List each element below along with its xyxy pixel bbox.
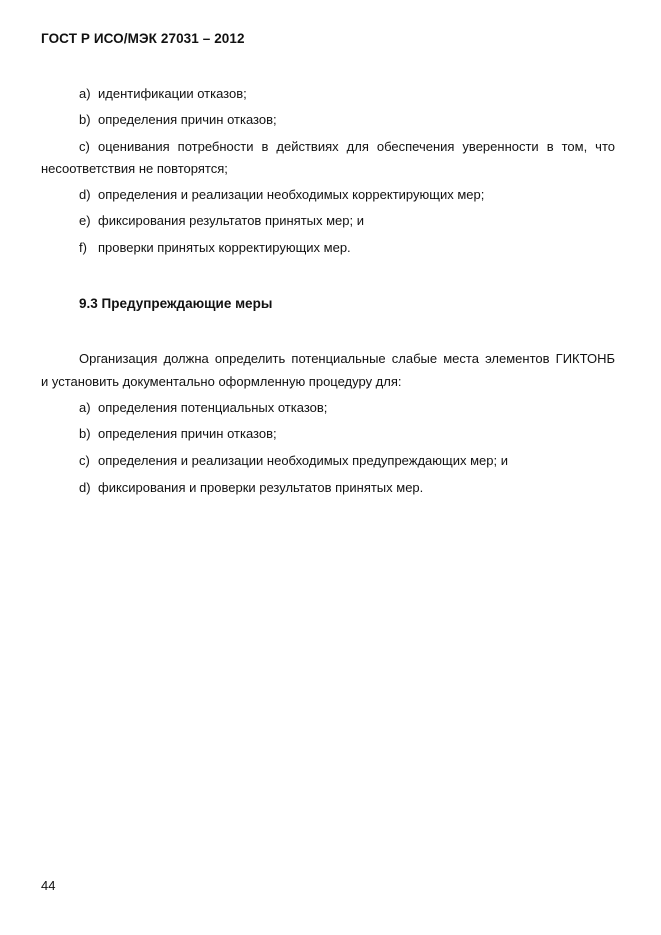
list-item-text: проверки принятых корректирующих мер. — [98, 240, 351, 255]
paragraph-line: Организация должна определить потенциальные слабые места элементов ГИКТОНБ — [79, 351, 615, 366]
list-marker: c) — [79, 453, 90, 468]
list-item-text: фиксирования и проверки результатов принятых мер. — [98, 480, 424, 495]
list-marker: a) — [79, 86, 91, 101]
list-item-text: оценивания потребности в действиях для обеспечения уверенности в том, что — [98, 139, 615, 154]
list-item-text: определения причин отказов; — [98, 426, 277, 441]
list-marker: e) — [79, 213, 91, 228]
list-item — [79, 453, 508, 469]
list-marker: c) — [79, 139, 90, 154]
page-number: 44 — [41, 878, 56, 893]
list-item — [79, 480, 423, 496]
list-marker: d) — [79, 480, 91, 495]
list-item — [79, 86, 247, 102]
list-marker: f) — [79, 240, 87, 255]
list-item — [79, 187, 484, 203]
document-header: ГОСТ Р ИСО/МЭК 27031 – 2012 — [41, 31, 245, 46]
list-marker: b) — [79, 112, 91, 127]
list-marker: d) — [79, 187, 91, 202]
list-item-text: идентификации отказов; — [98, 86, 247, 101]
list-item-continuation: несоответствия не повторятся; — [41, 161, 228, 176]
list-item-text: фиксирования результатов принятых мер; и — [98, 213, 364, 228]
list-item — [79, 112, 277, 128]
list-item-text: определения причин отказов; — [98, 112, 277, 127]
list-item-text: определения потенциальных отказов; — [98, 400, 328, 415]
list-item — [79, 426, 277, 442]
list-item-text: определения и реализации необходимых корректирующих мер; — [98, 187, 485, 202]
paragraph-line: и установить документально оформленную процедуру для: — [41, 374, 402, 389]
list-item — [79, 240, 351, 256]
list-item — [79, 400, 327, 416]
list-item-text: определения и реализации необходимых предупреждающих мер; и — [98, 453, 508, 468]
section-title: 9.3 Предупреждающие меры — [79, 296, 273, 311]
list-marker: a) — [79, 400, 91, 415]
list-marker: b) — [79, 426, 91, 441]
list-item — [79, 139, 615, 155]
list-item — [79, 213, 364, 229]
